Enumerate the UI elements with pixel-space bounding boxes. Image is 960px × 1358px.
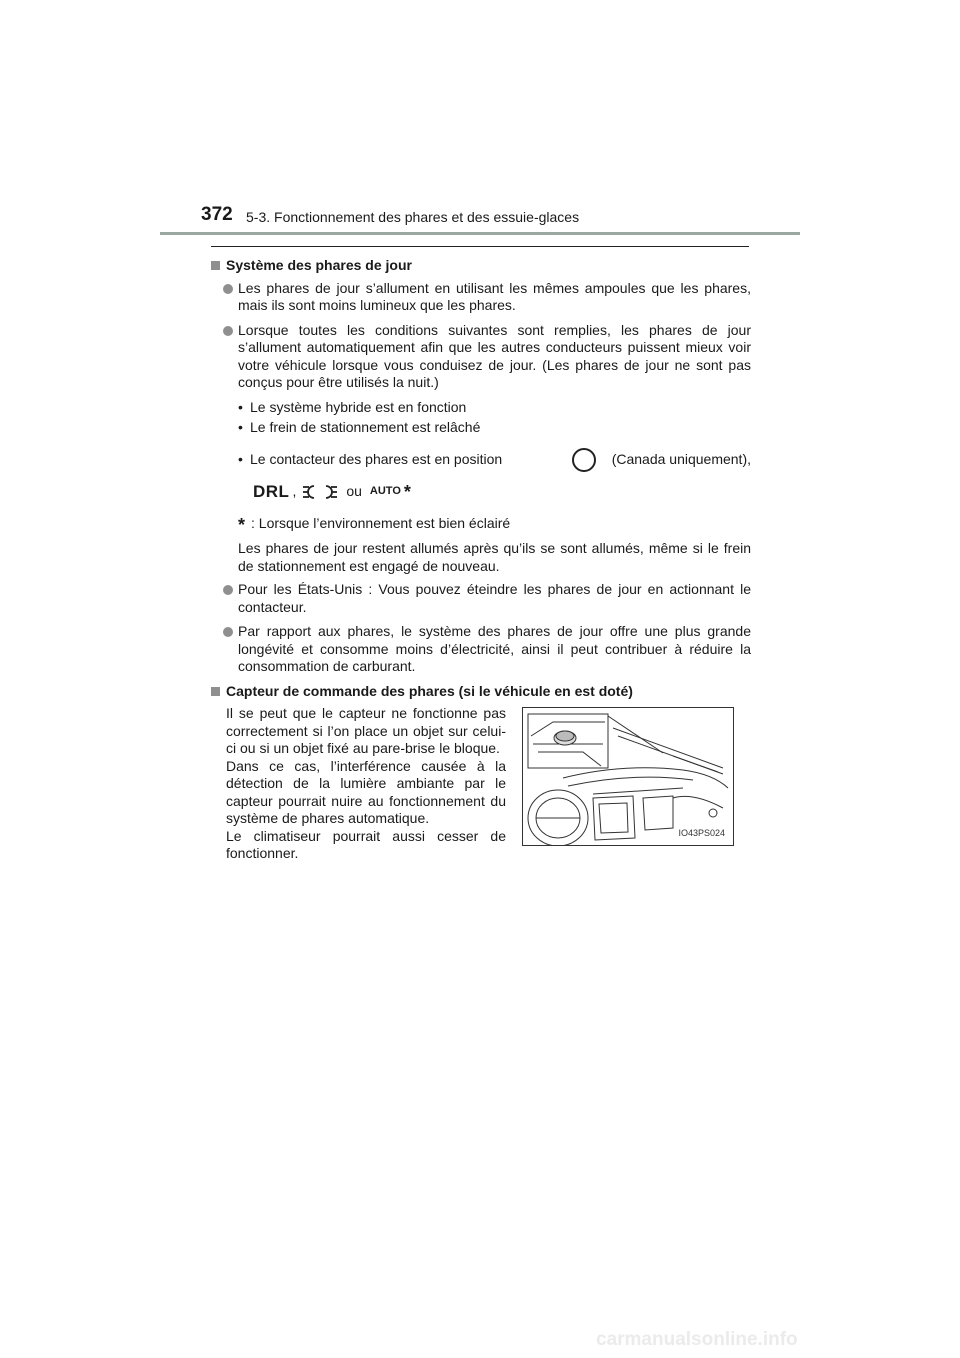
square-bullet-icon (211, 261, 220, 270)
sensor-text: Il se peut que le capteur ne fonctionne pas correctement si l’on place un objet sur celui-ci ou si un objet fixé au pare-brise le bloque. Dans ce cas, l’interférence causée à la détection de la lumière ambiante par le capteur pourrait nuire au fonctionnement du système de phares automatique. Le climatiseur pourrait aussi cesser de fonctionner. (226, 705, 506, 861)
condition-list (211, 398, 751, 536)
content-rule (211, 246, 749, 247)
drl-icon: DRL (253, 481, 290, 501)
bullet-item: Pour les États-Unis : Vous pouvez éteindre les phares de jour en actionnant le contacteur. (211, 581, 751, 616)
round-bullet-icon (223, 627, 233, 637)
condition-item: • Le système hybride est en fonction (238, 398, 467, 415)
section-title: 5-3. Fonctionnement des phares et des essuie-glaces (246, 209, 580, 225)
figure-code: IO43PS024 (678, 827, 725, 838)
switch-positions: DRL , ou AUTO * (253, 481, 411, 502)
page-content (211, 257, 751, 905)
paragraph: Les phares de jour restent allumés après qu’ils se sont allumés, même si le frein de stationnement est engagé de nouveau. (238, 540, 751, 574)
footnote: * : Lorsque l’environnement est bien éclairé (238, 514, 511, 536)
section-heading-drl: Système des phares de jour (211, 257, 751, 275)
condition-item: • Le contacteur des phares est en position (Canada uniquement), (238, 447, 751, 473)
dashboard-sensor-figure (522, 707, 734, 846)
section-heading-sensor: Capteur de commande des phares (si le véhicule en est doté) (211, 683, 751, 701)
bullet-item: Les phares de jour s’allument en utilisant les mêmes ampoules que les phares, mais ils sont moins lumineux que les phares. (211, 280, 751, 315)
auto-icon: AUTO (369, 484, 401, 497)
condition-item: • Le frein de stationnement est relâché (238, 419, 481, 435)
watermark: carmanualsonline.info (596, 1329, 798, 1350)
bullet-item: Lorsque toutes les conditions suivantes sont remplies, les phares de jour s’allument automatiquement afin que les autres conducteurs puissent mieux voir votre véhicule lorsque vous conduisez de jour. (Les phares de jour ne sont pas conçus pour être utilisés la nuit.) (211, 322, 751, 392)
bullet-item: Par rapport aux phares, le système des phares de jour offre une plus grande longévité et consomme moins d’électricité, ainsi il peut contribuer à réduire la consommation de carburant. (211, 623, 751, 676)
sensor-block (211, 705, 751, 905)
parking-lights-icon (302, 483, 338, 501)
page-header (0, 0, 960, 240)
round-bullet-icon (223, 585, 233, 595)
round-bullet-icon (223, 326, 233, 336)
page-number: 372 (201, 204, 233, 225)
header-rule (160, 232, 800, 235)
headlight-off-circle-icon (572, 448, 596, 472)
square-bullet-icon (211, 687, 220, 696)
round-bullet-icon (223, 284, 233, 294)
